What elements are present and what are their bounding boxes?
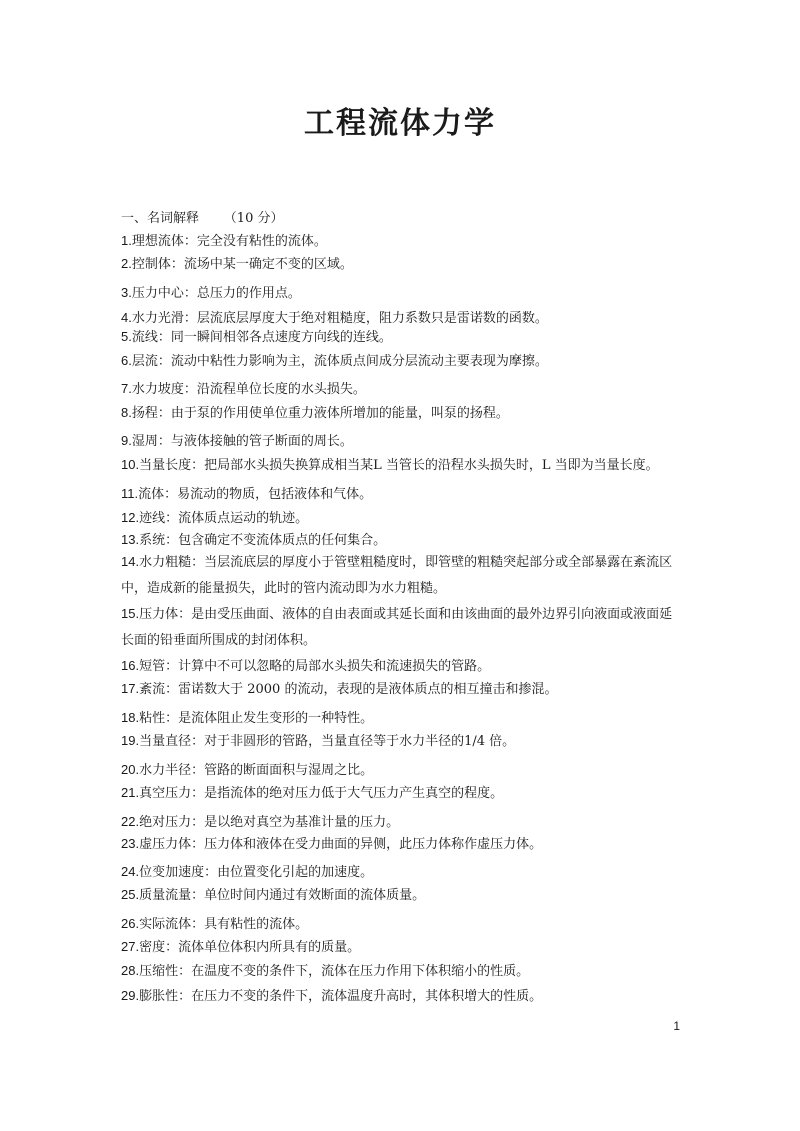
- entry-term: 当量长度: [139, 458, 192, 473]
- entry-number: 11.: [121, 486, 139, 501]
- entry-term: 实际流体: [139, 917, 192, 932]
- definition-entry: [121, 934, 681, 961]
- entry-term: 控制体: [131, 257, 171, 272]
- entry-term: 密度: [139, 940, 166, 955]
- entry-number: 15.: [121, 606, 140, 621]
- entry-definition: ：把局部水头损失换算成相当某L 当管长的沿程水头损失时，L 当即为当量长度。: [191, 458, 659, 473]
- entry-term: 湿周: [131, 434, 158, 449]
- entry-term: 压缩性: [139, 964, 179, 979]
- page-number: 1: [673, 1019, 680, 1033]
- definition-entry: [121, 958, 681, 985]
- entry-term: 系统: [139, 533, 166, 548]
- entry-term: 质量流量: [139, 888, 192, 903]
- entry-definition: ：由位置变化引起的加速度。: [204, 865, 374, 880]
- entry-number: 8.: [121, 405, 132, 420]
- entry-number: 19.: [121, 733, 140, 748]
- entry-term: 流线: [131, 330, 158, 345]
- document-title: 工程流体力学: [304, 106, 496, 141]
- entry-definition: ：是由受压曲面、液体的自由表面或其延长面和由该曲面的最外边界引向液面或液面延长面的铅垂面所围成的封闭体积。: [121, 607, 673, 648]
- definition-entry: [121, 481, 681, 508]
- entry-number: 5.: [121, 329, 132, 344]
- entry-term: 层流: [131, 354, 158, 369]
- entry-definition: ：包含确定不变流体质点的任何集合。: [165, 533, 387, 548]
- definition-entry: [121, 251, 681, 278]
- entry-number: 14.: [121, 554, 140, 569]
- entry-definition: ：是流体阻止发生变形的一种特性。: [165, 711, 374, 726]
- entry-definition: ：管路的断面面积与湿周之比。: [191, 763, 374, 778]
- definition-entry: [121, 452, 681, 479]
- entry-term: 迹线: [139, 511, 166, 526]
- definition-entry: [121, 676, 681, 703]
- entry-number: 25.: [121, 887, 140, 902]
- definition-entry: [121, 601, 681, 654]
- entry-number: 7.: [121, 381, 132, 396]
- entry-definition: ：具有粘性的流体。: [191, 917, 309, 932]
- entry-number: 27.: [121, 939, 140, 954]
- entry-term: 紊流: [139, 682, 166, 697]
- definition-entry: [121, 348, 681, 375]
- entry-term: 膨胀性: [139, 989, 179, 1004]
- entry-definition: ：当层流底层的厚度小于管壁粗糙度时，即管壁的粗糙突起部分或全部暴露在紊流区中，造成新的能量损失，此时的管内流动即为水力粗糙。: [121, 555, 673, 596]
- entry-definition: ：流体质点运动的轨迹。: [165, 511, 309, 526]
- entry-number: 29.: [121, 988, 140, 1003]
- entry-term: 虚压力体: [139, 837, 192, 852]
- entry-definition: ：由于泵的作用使单位重力液体所增加的能量，叫泵的扬程。: [157, 406, 509, 421]
- entry-term: 短管: [139, 659, 166, 674]
- entry-term: 流体: [138, 487, 165, 502]
- definition-entry: [121, 324, 681, 351]
- entry-number: 16.: [121, 658, 140, 673]
- entry-number: 24.: [121, 864, 140, 879]
- entry-number: 3.: [121, 285, 132, 300]
- entry-number: 1.: [121, 233, 132, 248]
- definition-entry: [121, 831, 681, 858]
- entry-number: 23.: [121, 836, 140, 851]
- entry-number: 28.: [121, 963, 140, 978]
- entry-definition: ：同一瞬间相邻各点速度方向线的连线。: [157, 330, 392, 345]
- entry-term: 位变加速度: [139, 865, 205, 880]
- definition-entry: [121, 882, 681, 909]
- definition-entry: [121, 428, 681, 455]
- entry-definition: ：在温度不变的条件下，流体在压力作用下体积缩小的性质。: [178, 964, 530, 979]
- entry-definition: ：流体单位体积内所具有的质量。: [165, 940, 361, 955]
- definition-entry: [121, 983, 681, 1010]
- entry-number: 10.: [121, 457, 140, 472]
- definition-entry: [121, 376, 681, 403]
- definition-entry: [121, 549, 681, 602]
- entry-definition: ：完全没有粘性的流体。: [183, 234, 327, 249]
- entry-term: 水力半径: [139, 763, 192, 778]
- entry-number: 2.: [121, 256, 132, 271]
- entry-number: 12.: [121, 510, 140, 525]
- entry-term: 理想流体: [131, 234, 184, 249]
- definition-entry: [121, 728, 681, 755]
- entry-term: 真空压力: [139, 786, 192, 801]
- entry-term: 扬程: [131, 406, 158, 421]
- entry-term: 粘性: [139, 711, 166, 726]
- entry-number: 21.: [121, 785, 140, 800]
- section-heading: 一、名词解释 （10 分）: [121, 211, 284, 226]
- entry-term: 水力坡度: [131, 382, 184, 397]
- entry-number: 9.: [121, 433, 132, 448]
- entry-definition: ：单位时间内通过有效断面的流体质量。: [191, 888, 426, 903]
- definition-entry: [121, 780, 681, 807]
- entry-term: 水力光滑: [131, 311, 184, 326]
- definition-entry: [121, 400, 681, 427]
- entry-number: 4.: [121, 310, 132, 325]
- entry-definition: ：流动中粘性力影响为主，流体质点间成分层流动主要表现为摩擦。: [157, 354, 548, 369]
- entry-number: 20.: [121, 762, 140, 777]
- entry-definition: ：层流底层厚度大于绝对粗糙度，阻力系数只是雷诺数的函数。: [183, 311, 548, 326]
- entry-number: 6.: [121, 353, 132, 368]
- entry-number: 17.: [121, 681, 140, 696]
- entry-term: 压力中心: [131, 286, 184, 301]
- entry-definition: ：易流动的物质，包括液体和气体。: [164, 487, 373, 502]
- entry-term: 水力粗糙: [139, 555, 192, 570]
- entry-number: 26.: [121, 916, 140, 931]
- entry-definition: ：流场中某一确定不变的区域。: [170, 257, 353, 272]
- entry-definition: ：与液体接触的管子断面的周长。: [157, 434, 353, 449]
- entry-definition: ：是指流体的绝对压力低于大气压力产生真空的程度。: [191, 786, 504, 801]
- entry-term: 压力体: [139, 607, 179, 622]
- entry-definition: ：沿流程单位长度的水头损失。: [183, 382, 366, 397]
- entry-definition: ：计算中不可以忽略的局部水头损失和流速损失的管路。: [165, 659, 491, 674]
- entry-definition: ：在压力不变的条件下，流体温度升高时，其体积增大的性质。: [178, 989, 543, 1004]
- entry-definition: ：是以绝对真空为基准计量的压力。: [191, 815, 400, 830]
- entry-number: 18.: [121, 710, 140, 725]
- entry-term: 绝对压力: [139, 815, 192, 830]
- entry-term: 当量直径: [139, 734, 192, 749]
- entry-definition: ：对于非圆形的管路，当量直径等于水力半径的1/4 倍。: [191, 734, 516, 749]
- entry-number: 13.: [121, 532, 140, 547]
- entry-definition: ：总压力的作用点。: [183, 286, 301, 301]
- entry-definition: ：雷诺数大于 2000 的流动，表现的是液体质点的相互撞击和掺混。: [165, 682, 558, 697]
- definition-entry: [121, 280, 681, 307]
- entry-number: 22.: [121, 814, 140, 829]
- entry-definition: ：压力体和液体在受力曲面的异侧，此压力体称作虚压力体。: [191, 837, 543, 852]
